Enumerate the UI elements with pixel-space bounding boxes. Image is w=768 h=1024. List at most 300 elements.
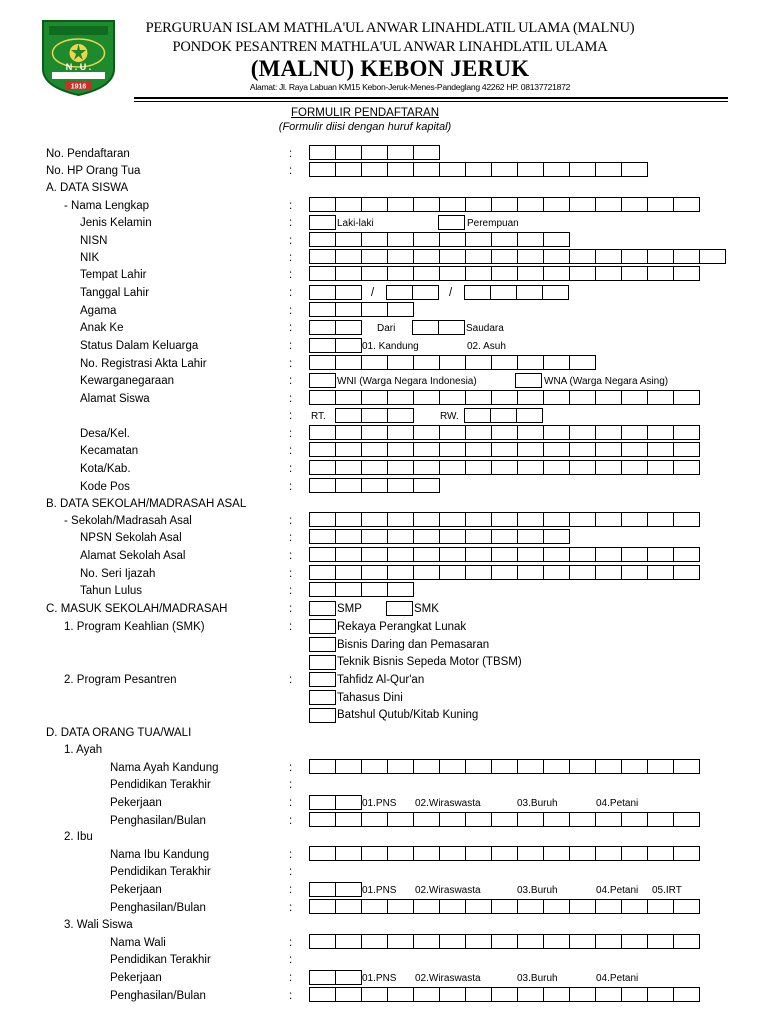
alamat-siswa-label-field-cell[interactable] xyxy=(491,390,518,405)
desa-label-field-cell[interactable] xyxy=(465,425,492,440)
npsn-label-field-cell[interactable] xyxy=(543,529,570,544)
tahun-lulus-label-field-cell[interactable] xyxy=(309,582,336,597)
nama-ibu-label-field-cell[interactable] xyxy=(491,846,518,861)
nama-ayah-penghasilan-label-field-cell[interactable] xyxy=(673,812,700,827)
nama-lengkap-label-field-cell[interactable] xyxy=(647,197,674,212)
akta-label-field-cell[interactable] xyxy=(361,355,388,370)
seri-ijazah-label-field-cell[interactable] xyxy=(439,565,466,580)
alamat-siswa-label-field-cell[interactable] xyxy=(569,390,596,405)
agama-label-field-cell[interactable] xyxy=(335,302,362,317)
nama-wali-penghasilan-label-field-cell[interactable] xyxy=(465,987,492,1002)
nisn-label-field-cell[interactable] xyxy=(309,232,336,247)
seri-ijazah-label-field-cell[interactable] xyxy=(647,565,674,580)
nama-ayah-label-field-cell[interactable] xyxy=(569,759,596,774)
nama-ayah-penghasilan-label-field-cell[interactable] xyxy=(439,812,466,827)
nisn-label-field-cell[interactable] xyxy=(491,232,518,247)
kecamatan-label-field-cell[interactable] xyxy=(543,442,570,457)
kota-label-field-cell[interactable] xyxy=(647,460,674,475)
laki-checkbox-cell[interactable] xyxy=(309,215,336,230)
nama-lengkap-label-field-cell[interactable] xyxy=(517,197,544,212)
akta-label-field-cell[interactable] xyxy=(543,355,570,370)
agama-label-field-cell[interactable] xyxy=(387,302,414,317)
alamat-sekolah-label-field-cell[interactable] xyxy=(335,547,362,562)
nama-wali-penghasilan-label-field-cell[interactable] xyxy=(335,987,362,1002)
nama-ibu-label-field-cell[interactable] xyxy=(361,846,388,861)
nama-ibu-label-field-cell[interactable] xyxy=(621,846,648,861)
npsn-label-field-cell[interactable] xyxy=(335,529,362,544)
seri-ijazah-label-field-cell[interactable] xyxy=(673,565,700,580)
alamat-siswa-label-field-cell[interactable] xyxy=(465,390,492,405)
nama-ibu-penghasilan-label-field-cell[interactable] xyxy=(465,899,492,914)
tempat-lahir-label-field-cell[interactable] xyxy=(491,266,518,281)
nama-ibu-penghasilan-label-field-cell[interactable] xyxy=(309,899,336,914)
nik-label-field-cell[interactable] xyxy=(387,249,414,264)
npsn-label-field-cell[interactable] xyxy=(309,529,336,544)
nama-ayah-label-field-cell[interactable] xyxy=(491,759,518,774)
kota-label-field-cell[interactable] xyxy=(543,460,570,475)
saudara-count-field-cell[interactable] xyxy=(412,320,439,335)
nama-lengkap-label-field-cell[interactable] xyxy=(569,197,596,212)
nama-wali-penghasilan-label-field-cell[interactable] xyxy=(543,987,570,1002)
akta-label-field-cell[interactable] xyxy=(335,355,362,370)
tempat-lahir-label-field-cell[interactable] xyxy=(465,266,492,281)
npsn-label-field-cell[interactable] xyxy=(413,529,440,544)
nisn-label-field-cell[interactable] xyxy=(465,232,492,247)
nisn-label-field-cell[interactable] xyxy=(413,232,440,247)
nama-ibu-penghasilan-label-field-cell[interactable] xyxy=(335,899,362,914)
alamat-siswa-label-field-cell[interactable] xyxy=(413,390,440,405)
nama-ayah-penghasilan-label-field-cell[interactable] xyxy=(491,812,518,827)
rpl-checkbox-cell[interactable] xyxy=(309,619,336,634)
alamat-sekolah-label-field-cell[interactable] xyxy=(543,547,570,562)
desa-label-field-cell[interactable] xyxy=(543,425,570,440)
nama-ibu-label-field-cell[interactable] xyxy=(673,846,700,861)
alamat-siswa-label-field-cell[interactable] xyxy=(517,390,544,405)
akta-label-field-cell[interactable] xyxy=(439,355,466,370)
tempat-lahir-label-field-cell[interactable] xyxy=(569,266,596,281)
nama-wali-penghasilan-label-field-cell[interactable] xyxy=(439,987,466,1002)
nama-ibu-label-field-cell[interactable] xyxy=(569,846,596,861)
alamat-siswa-label-field-cell[interactable] xyxy=(361,390,388,405)
nama-ibu-label-field-cell[interactable] xyxy=(309,846,336,861)
no-hp-label-field-cell[interactable] xyxy=(595,162,622,177)
nisn-label-field-cell[interactable] xyxy=(517,232,544,247)
nik-label-field-cell[interactable] xyxy=(491,249,518,264)
kecamatan-label-field-cell[interactable] xyxy=(517,442,544,457)
nisn-label-field-cell[interactable] xyxy=(439,232,466,247)
sekolah-asal-label-field-cell[interactable] xyxy=(569,512,596,527)
kecamatan-label-field-cell[interactable] xyxy=(621,442,648,457)
nama-wali-label-field-cell[interactable] xyxy=(439,934,466,949)
kode-pos-label-field-cell[interactable] xyxy=(335,478,362,493)
seri-ijazah-label-field-cell[interactable] xyxy=(465,565,492,580)
nama-ibu-penghasilan-label-field-cell[interactable] xyxy=(361,899,388,914)
nama-ayah-label-field-cell[interactable] xyxy=(647,759,674,774)
nisn-label-field-cell[interactable] xyxy=(543,232,570,247)
desa-label-field-cell[interactable] xyxy=(491,425,518,440)
nik-label-field-cell[interactable] xyxy=(361,249,388,264)
desa-label-field-cell[interactable] xyxy=(647,425,674,440)
seri-ijazah-label-field-cell[interactable] xyxy=(361,565,388,580)
no-hp-label-field-cell[interactable] xyxy=(491,162,518,177)
rw-field-cell[interactable] xyxy=(464,408,491,423)
nama-ibu-label-field-cell[interactable] xyxy=(647,846,674,861)
tempat-lahir-label-field-cell[interactable] xyxy=(517,266,544,281)
nama-wali-label-field-cell[interactable] xyxy=(569,934,596,949)
nama-wali-label-field-cell[interactable] xyxy=(491,934,518,949)
nama-ayah-label-field-cell[interactable] xyxy=(465,759,492,774)
perempuan-checkbox-cell[interactable] xyxy=(438,215,465,230)
nama-ayah-label-field-cell[interactable] xyxy=(439,759,466,774)
nik-label-field-cell[interactable] xyxy=(543,249,570,264)
rw-field-cell[interactable] xyxy=(516,408,543,423)
status-keluarga-field-cell[interactable] xyxy=(335,338,362,353)
tempat-lahir-label-field-cell[interactable] xyxy=(673,266,700,281)
nama-ibu-penghasilan-label-field-cell[interactable] xyxy=(439,899,466,914)
desa-label-field-cell[interactable] xyxy=(309,425,336,440)
nama-wali-label-field-cell[interactable] xyxy=(465,934,492,949)
nisn-label-field-cell[interactable] xyxy=(335,232,362,247)
nama-ayah-label-field-cell[interactable] xyxy=(595,759,622,774)
tanggal-year-cell[interactable] xyxy=(542,285,569,300)
seri-ijazah-label-field-cell[interactable] xyxy=(595,565,622,580)
tanggal-year-cell[interactable] xyxy=(490,285,517,300)
npsn-label-field-cell[interactable] xyxy=(491,529,518,544)
nama-ayah-penghasilan-label-field-cell[interactable] xyxy=(309,812,336,827)
kota-label-field-cell[interactable] xyxy=(465,460,492,475)
nama-wali-label-field-cell[interactable] xyxy=(517,934,544,949)
sekolah-asal-label-field-cell[interactable] xyxy=(387,512,414,527)
kode-pos-label-field-cell[interactable] xyxy=(309,478,336,493)
wni-checkbox-cell[interactable] xyxy=(309,373,336,388)
alamat-siswa-label-field-cell[interactable] xyxy=(621,390,648,405)
alamat-sekolah-label-field-cell[interactable] xyxy=(595,547,622,562)
alamat-siswa-label-field-cell[interactable] xyxy=(387,390,414,405)
sekolah-asal-label-field-cell[interactable] xyxy=(361,512,388,527)
nama-ayah-penghasilan-label-field-cell[interactable] xyxy=(413,812,440,827)
nama-ibu-penghasilan-label-field-cell[interactable] xyxy=(569,899,596,914)
alamat-siswa-label-field-cell[interactable] xyxy=(309,390,336,405)
nama-ibu-label-field-cell[interactable] xyxy=(335,846,362,861)
sekolah-asal-label-field-cell[interactable] xyxy=(465,512,492,527)
no-hp-label-field-cell[interactable] xyxy=(361,162,388,177)
tahasus-checkbox-cell[interactable] xyxy=(309,690,336,705)
rt-field-cell[interactable] xyxy=(361,408,388,423)
nama-ibu-penghasilan-label-field-cell[interactable] xyxy=(413,899,440,914)
alamat-sekolah-label-field-cell[interactable] xyxy=(621,547,648,562)
nama-lengkap-label-field-cell[interactable] xyxy=(309,197,336,212)
desa-label-field-cell[interactable] xyxy=(439,425,466,440)
alamat-sekolah-label-field-cell[interactable] xyxy=(309,547,336,562)
nama-ibu-penghasilan-label-field-cell[interactable] xyxy=(621,899,648,914)
tanggal-year-cell[interactable] xyxy=(464,285,491,300)
nisn-label-field-cell[interactable] xyxy=(387,232,414,247)
seri-ijazah-label-field-cell[interactable] xyxy=(413,565,440,580)
nik-label-field-cell[interactable] xyxy=(621,249,648,264)
nama-wali-penghasilan-label-field-cell[interactable] xyxy=(387,987,414,1002)
alamat-siswa-label-field-cell[interactable] xyxy=(647,390,674,405)
no-hp-label-field-cell[interactable] xyxy=(439,162,466,177)
nama-ayah-label-pekerjaan-field-cell[interactable] xyxy=(335,795,362,810)
npsn-label-field-cell[interactable] xyxy=(361,529,388,544)
kecamatan-label-field-cell[interactable] xyxy=(673,442,700,457)
nama-wali-label-field-cell[interactable] xyxy=(621,934,648,949)
sekolah-asal-label-field-cell[interactable] xyxy=(543,512,570,527)
anak-ke-field-cell[interactable] xyxy=(309,320,336,335)
nisn-label-field-cell[interactable] xyxy=(361,232,388,247)
tempat-lahir-label-field-cell[interactable] xyxy=(387,266,414,281)
alamat-sekolah-label-field-cell[interactable] xyxy=(673,547,700,562)
npsn-label-field-cell[interactable] xyxy=(465,529,492,544)
nama-ayah-penghasilan-label-field-cell[interactable] xyxy=(387,812,414,827)
sekolah-asal-label-field-cell[interactable] xyxy=(413,512,440,527)
desa-label-field-cell[interactable] xyxy=(387,425,414,440)
nama-wali-penghasilan-label-field-cell[interactable] xyxy=(673,987,700,1002)
nama-ayah-penghasilan-label-field-cell[interactable] xyxy=(543,812,570,827)
nik-label-field-cell[interactable] xyxy=(569,249,596,264)
kecamatan-label-field-cell[interactable] xyxy=(335,442,362,457)
nama-wali-penghasilan-label-field-cell[interactable] xyxy=(647,987,674,1002)
nama-ayah-label-field-cell[interactable] xyxy=(621,759,648,774)
nama-wali-label-field-cell[interactable] xyxy=(595,934,622,949)
nama-ibu-label-pekerjaan-field-cell[interactable] xyxy=(335,882,362,897)
seri-ijazah-label-field-cell[interactable] xyxy=(543,565,570,580)
nama-ayah-label-field-cell[interactable] xyxy=(361,759,388,774)
sekolah-asal-label-field-cell[interactable] xyxy=(517,512,544,527)
desa-label-field-cell[interactable] xyxy=(517,425,544,440)
akta-label-field-cell[interactable] xyxy=(569,355,596,370)
nama-lengkap-label-field-cell[interactable] xyxy=(335,197,362,212)
nama-ayah-penghasilan-label-field-cell[interactable] xyxy=(465,812,492,827)
alamat-siswa-label-field-cell[interactable] xyxy=(543,390,570,405)
nama-ibu-penghasilan-label-field-cell[interactable] xyxy=(647,899,674,914)
alamat-sekolah-label-field-cell[interactable] xyxy=(517,547,544,562)
seri-ijazah-label-field-cell[interactable] xyxy=(309,565,336,580)
nama-lengkap-label-field-cell[interactable] xyxy=(465,197,492,212)
no-hp-label-field-cell[interactable] xyxy=(335,162,362,177)
alamat-sekolah-label-field-cell[interactable] xyxy=(413,547,440,562)
kota-label-field-cell[interactable] xyxy=(595,460,622,475)
kota-label-field-cell[interactable] xyxy=(673,460,700,475)
nama-lengkap-label-field-cell[interactable] xyxy=(621,197,648,212)
nama-ayah-label-pekerjaan-field-cell[interactable] xyxy=(309,795,336,810)
nama-wali-label-field-cell[interactable] xyxy=(361,934,388,949)
nama-ibu-label-field-cell[interactable] xyxy=(439,846,466,861)
alamat-sekolah-label-field-cell[interactable] xyxy=(491,547,518,562)
alamat-sekolah-label-field-cell[interactable] xyxy=(361,547,388,562)
tahfidz-checkbox-cell[interactable] xyxy=(309,672,336,687)
nama-wali-penghasilan-label-field-cell[interactable] xyxy=(361,987,388,1002)
nik-label-field-cell[interactable] xyxy=(699,249,726,264)
no-pendaftaran-label-field-cell[interactable] xyxy=(361,145,388,160)
kota-label-field-cell[interactable] xyxy=(517,460,544,475)
kota-label-field-cell[interactable] xyxy=(569,460,596,475)
sekolah-asal-label-field-cell[interactable] xyxy=(621,512,648,527)
nama-ayah-penghasilan-label-field-cell[interactable] xyxy=(621,812,648,827)
akta-label-field-cell[interactable] xyxy=(465,355,492,370)
tahun-lulus-label-field-cell[interactable] xyxy=(361,582,388,597)
nama-ayah-penghasilan-label-field-cell[interactable] xyxy=(335,812,362,827)
npsn-label-field-cell[interactable] xyxy=(387,529,414,544)
agama-label-field-cell[interactable] xyxy=(361,302,388,317)
seri-ijazah-label-field-cell[interactable] xyxy=(621,565,648,580)
alamat-siswa-label-field-cell[interactable] xyxy=(439,390,466,405)
kecamatan-label-field-cell[interactable] xyxy=(413,442,440,457)
nik-label-field-cell[interactable] xyxy=(595,249,622,264)
nama-ibu-label-field-cell[interactable] xyxy=(465,846,492,861)
desa-label-field-cell[interactable] xyxy=(673,425,700,440)
smk-checkbox-cell[interactable] xyxy=(386,601,413,616)
nama-ibu-label-field-cell[interactable] xyxy=(387,846,414,861)
tempat-lahir-label-field-cell[interactable] xyxy=(335,266,362,281)
no-hp-label-field-cell[interactable] xyxy=(569,162,596,177)
tanggal-day-cell[interactable] xyxy=(309,285,336,300)
nama-ibu-penghasilan-label-field-cell[interactable] xyxy=(595,899,622,914)
tempat-lahir-label-field-cell[interactable] xyxy=(361,266,388,281)
nama-lengkap-label-field-cell[interactable] xyxy=(361,197,388,212)
akta-label-field-cell[interactable] xyxy=(517,355,544,370)
nama-ibu-label-field-cell[interactable] xyxy=(517,846,544,861)
no-hp-label-field-cell[interactable] xyxy=(621,162,648,177)
nama-wali-label-field-cell[interactable] xyxy=(309,934,336,949)
nama-ibu-label-field-cell[interactable] xyxy=(543,846,570,861)
tempat-lahir-label-field-cell[interactable] xyxy=(647,266,674,281)
desa-label-field-cell[interactable] xyxy=(595,425,622,440)
sekolah-asal-label-field-cell[interactable] xyxy=(309,512,336,527)
no-hp-label-field-cell[interactable] xyxy=(517,162,544,177)
wna-checkbox-cell[interactable] xyxy=(515,373,542,388)
nama-wali-label-field-cell[interactable] xyxy=(673,934,700,949)
nama-ayah-label-field-cell[interactable] xyxy=(309,759,336,774)
no-hp-label-field-cell[interactable] xyxy=(543,162,570,177)
sekolah-asal-label-field-cell[interactable] xyxy=(647,512,674,527)
desa-label-field-cell[interactable] xyxy=(361,425,388,440)
nama-ibu-penghasilan-label-field-cell[interactable] xyxy=(387,899,414,914)
nik-label-field-cell[interactable] xyxy=(517,249,544,264)
nama-wali-label-field-cell[interactable] xyxy=(387,934,414,949)
nik-label-field-cell[interactable] xyxy=(335,249,362,264)
kota-label-field-cell[interactable] xyxy=(387,460,414,475)
nik-label-field-cell[interactable] xyxy=(673,249,700,264)
batshul-checkbox-cell[interactable] xyxy=(309,708,336,723)
nik-label-field-cell[interactable] xyxy=(413,249,440,264)
kecamatan-label-field-cell[interactable] xyxy=(361,442,388,457)
tempat-lahir-label-field-cell[interactable] xyxy=(309,266,336,281)
nama-ayah-label-field-cell[interactable] xyxy=(387,759,414,774)
kode-pos-label-field-cell[interactable] xyxy=(387,478,414,493)
nama-lengkap-label-field-cell[interactable] xyxy=(673,197,700,212)
nik-label-field-cell[interactable] xyxy=(647,249,674,264)
alamat-sekolah-label-field-cell[interactable] xyxy=(647,547,674,562)
sekolah-asal-label-field-cell[interactable] xyxy=(491,512,518,527)
kecamatan-label-field-cell[interactable] xyxy=(387,442,414,457)
tahun-lulus-label-field-cell[interactable] xyxy=(387,582,414,597)
nama-ayah-penghasilan-label-field-cell[interactable] xyxy=(569,812,596,827)
desa-label-field-cell[interactable] xyxy=(335,425,362,440)
kecamatan-label-field-cell[interactable] xyxy=(439,442,466,457)
sekolah-asal-label-field-cell[interactable] xyxy=(439,512,466,527)
kota-label-field-cell[interactable] xyxy=(491,460,518,475)
tempat-lahir-label-field-cell[interactable] xyxy=(439,266,466,281)
nama-ibu-label-field-cell[interactable] xyxy=(595,846,622,861)
nama-ayah-penghasilan-label-field-cell[interactable] xyxy=(595,812,622,827)
nama-wali-label-field-cell[interactable] xyxy=(543,934,570,949)
tbsm-checkbox-cell[interactable] xyxy=(309,655,336,670)
no-hp-label-field-cell[interactable] xyxy=(309,162,336,177)
nama-lengkap-label-field-cell[interactable] xyxy=(491,197,518,212)
akta-label-field-cell[interactable] xyxy=(309,355,336,370)
kecamatan-label-field-cell[interactable] xyxy=(309,442,336,457)
seri-ijazah-label-field-cell[interactable] xyxy=(387,565,414,580)
nik-label-field-cell[interactable] xyxy=(465,249,492,264)
tanggal-day-cell[interactable] xyxy=(335,285,362,300)
nama-ibu-penghasilan-label-field-cell[interactable] xyxy=(673,899,700,914)
tempat-lahir-label-field-cell[interactable] xyxy=(543,266,570,281)
nama-lengkap-label-field-cell[interactable] xyxy=(413,197,440,212)
nama-wali-penghasilan-label-field-cell[interactable] xyxy=(595,987,622,1002)
tempat-lahir-label-field-cell[interactable] xyxy=(413,266,440,281)
no-pendaftaran-label-field-cell[interactable] xyxy=(335,145,362,160)
sekolah-asal-label-field-cell[interactable] xyxy=(673,512,700,527)
nama-ibu-label-pekerjaan-field-cell[interactable] xyxy=(309,882,336,897)
kecamatan-label-field-cell[interactable] xyxy=(491,442,518,457)
no-pendaftaran-label-field-cell[interactable] xyxy=(413,145,440,160)
no-pendaftaran-label-field-cell[interactable] xyxy=(309,145,336,160)
tanggal-month-cell[interactable] xyxy=(386,285,413,300)
nama-ayah-penghasilan-label-field-cell[interactable] xyxy=(647,812,674,827)
nama-lengkap-label-field-cell[interactable] xyxy=(387,197,414,212)
nama-lengkap-label-field-cell[interactable] xyxy=(439,197,466,212)
seri-ijazah-label-field-cell[interactable] xyxy=(569,565,596,580)
nama-lengkap-label-field-cell[interactable] xyxy=(595,197,622,212)
nama-ayah-label-field-cell[interactable] xyxy=(413,759,440,774)
nik-label-field-cell[interactable] xyxy=(309,249,336,264)
tanggal-month-cell[interactable] xyxy=(412,285,439,300)
status-keluarga-field-cell[interactable] xyxy=(309,338,336,353)
kota-label-field-cell[interactable] xyxy=(621,460,648,475)
npsn-label-field-cell[interactable] xyxy=(517,529,544,544)
nama-wali-penghasilan-label-field-cell[interactable] xyxy=(569,987,596,1002)
alamat-sekolah-label-field-cell[interactable] xyxy=(387,547,414,562)
nama-ibu-penghasilan-label-field-cell[interactable] xyxy=(543,899,570,914)
kota-label-field-cell[interactable] xyxy=(335,460,362,475)
kota-label-field-cell[interactable] xyxy=(309,460,336,475)
kota-label-field-cell[interactable] xyxy=(439,460,466,475)
nama-wali-label-field-cell[interactable] xyxy=(335,934,362,949)
nama-ayah-label-field-cell[interactable] xyxy=(673,759,700,774)
rt-field-cell[interactable] xyxy=(387,408,414,423)
no-hp-label-field-cell[interactable] xyxy=(413,162,440,177)
tempat-lahir-label-field-cell[interactable] xyxy=(621,266,648,281)
saudara-count-field-cell[interactable] xyxy=(438,320,465,335)
agama-label-field-cell[interactable] xyxy=(309,302,336,317)
nama-wali-penghasilan-label-field-cell[interactable] xyxy=(491,987,518,1002)
rw-field-cell[interactable] xyxy=(490,408,517,423)
nama-ibu-penghasilan-label-field-cell[interactable] xyxy=(517,899,544,914)
anak-ke-field-cell[interactable] xyxy=(335,320,362,335)
nama-ayah-label-field-cell[interactable] xyxy=(543,759,570,774)
seri-ijazah-label-field-cell[interactable] xyxy=(335,565,362,580)
nama-ibu-penghasilan-label-field-cell[interactable] xyxy=(491,899,518,914)
nama-wali-label-pekerjaan-field-cell[interactable] xyxy=(309,970,336,985)
nama-ayah-label-field-cell[interactable] xyxy=(517,759,544,774)
bdp-checkbox-cell[interactable] xyxy=(309,637,336,652)
desa-label-field-cell[interactable] xyxy=(621,425,648,440)
nama-wali-label-pekerjaan-field-cell[interactable] xyxy=(335,970,362,985)
nama-wali-penghasilan-label-field-cell[interactable] xyxy=(413,987,440,1002)
no-pendaftaran-label-field-cell[interactable] xyxy=(387,145,414,160)
nama-lengkap-label-field-cell[interactable] xyxy=(543,197,570,212)
